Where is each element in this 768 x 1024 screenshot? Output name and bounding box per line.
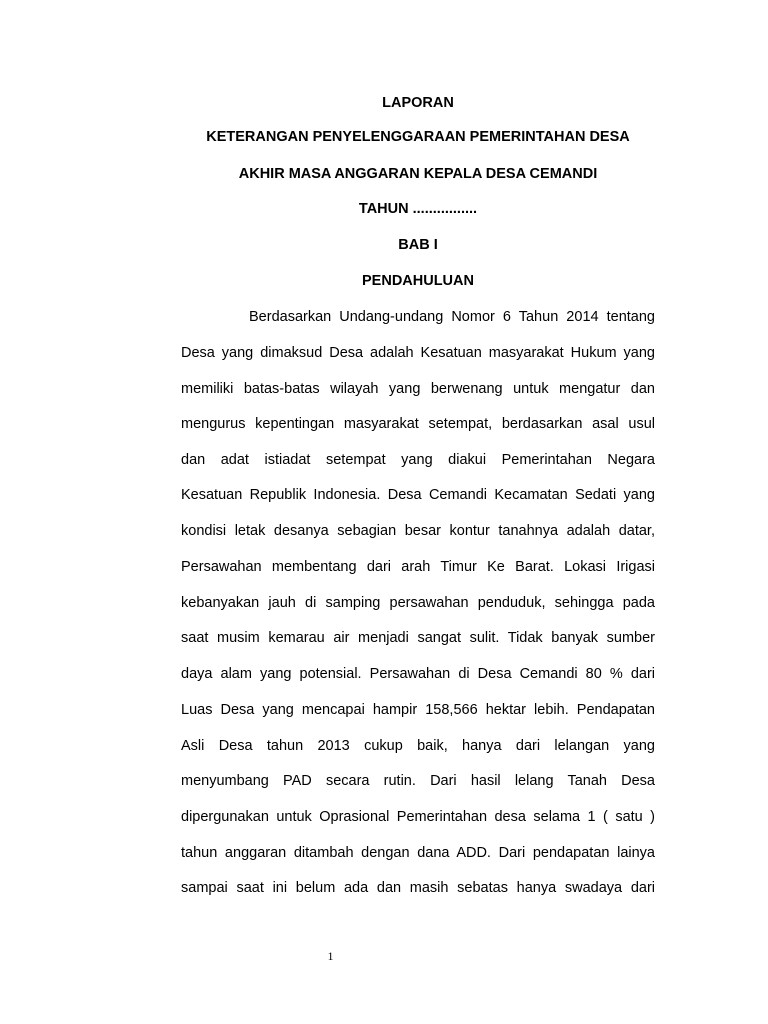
paragraph-line: Luas Desa yang mencapai hampir 158,566 hektar lebih. Pendapatan bbox=[181, 702, 655, 718]
paragraph-line: dipergunakan untuk Oprasional Pemerintahan desa selama 1 ( satu ) bbox=[181, 809, 655, 825]
chapter-title: PENDAHULUAN bbox=[362, 273, 474, 289]
paragraph-line: mengurus kepentingan masyarakat setempat, berdasarkan asal usul bbox=[181, 416, 655, 432]
paragraph-line: kebanyakan jauh di samping persawahan penduduk, sehingga pada bbox=[181, 595, 655, 611]
paragraph-line: Persawahan membentang dari arah Timur Ke Barat. Lokasi Irigasi bbox=[181, 559, 655, 575]
paragraph-line: kondisi letak desanya sebagian besar kontur tanahnya adalah datar, bbox=[181, 523, 655, 539]
paragraph-line: Kesatuan Republik Indonesia. Desa Cemandi Kecamatan Sedati yang bbox=[181, 487, 655, 503]
paragraph-line: memiliki batas-batas wilayah yang berwenang untuk mengatur dan bbox=[181, 381, 655, 397]
paragraph-line: tahun anggaran ditambah dengan dana ADD. Dari pendapatan lainya bbox=[181, 845, 655, 861]
paragraph-line: dan adat istiadat setempat yang diakui Pemerintahan Negara bbox=[181, 452, 655, 468]
page-number: 1 bbox=[327, 949, 334, 963]
report-title: LAPORAN bbox=[382, 95, 454, 111]
paragraph-line: daya alam yang potensial. Persawahan di Desa Cemandi 80 % dari bbox=[181, 666, 655, 682]
paragraph-line: Berdasarkan Undang-undang Nomor 6 Tahun 2014 tentang bbox=[249, 309, 655, 325]
paragraph-line: Desa yang dimaksud Desa adalah Kesatuan masyarakat Hukum yang bbox=[181, 345, 655, 361]
paragraph-line: saat musim kemarau air menjadi sangat sulit. Tidak banyak sumber bbox=[181, 630, 655, 646]
paragraph-line: menyumbang PAD secara rutin. Dari hasil lelang Tanah Desa bbox=[181, 773, 655, 789]
report-subtitle-2: AKHIR MASA ANGGARAN KEPALA DESA CEMANDI bbox=[238, 166, 598, 182]
paragraph-line: sampai saat ini belum ada dan masih sebatas hanya swadaya dari bbox=[181, 880, 655, 896]
report-year: TAHUN ................ bbox=[358, 201, 478, 217]
paragraph-line: Asli Desa tahun 2013 cukup baik, hanya dari lelangan yang bbox=[181, 738, 655, 754]
chapter-number: BAB I bbox=[398, 237, 438, 253]
report-subtitle: KETERANGAN PENYELENGGARAAN PEMERINTAHAN DESA bbox=[206, 129, 630, 145]
